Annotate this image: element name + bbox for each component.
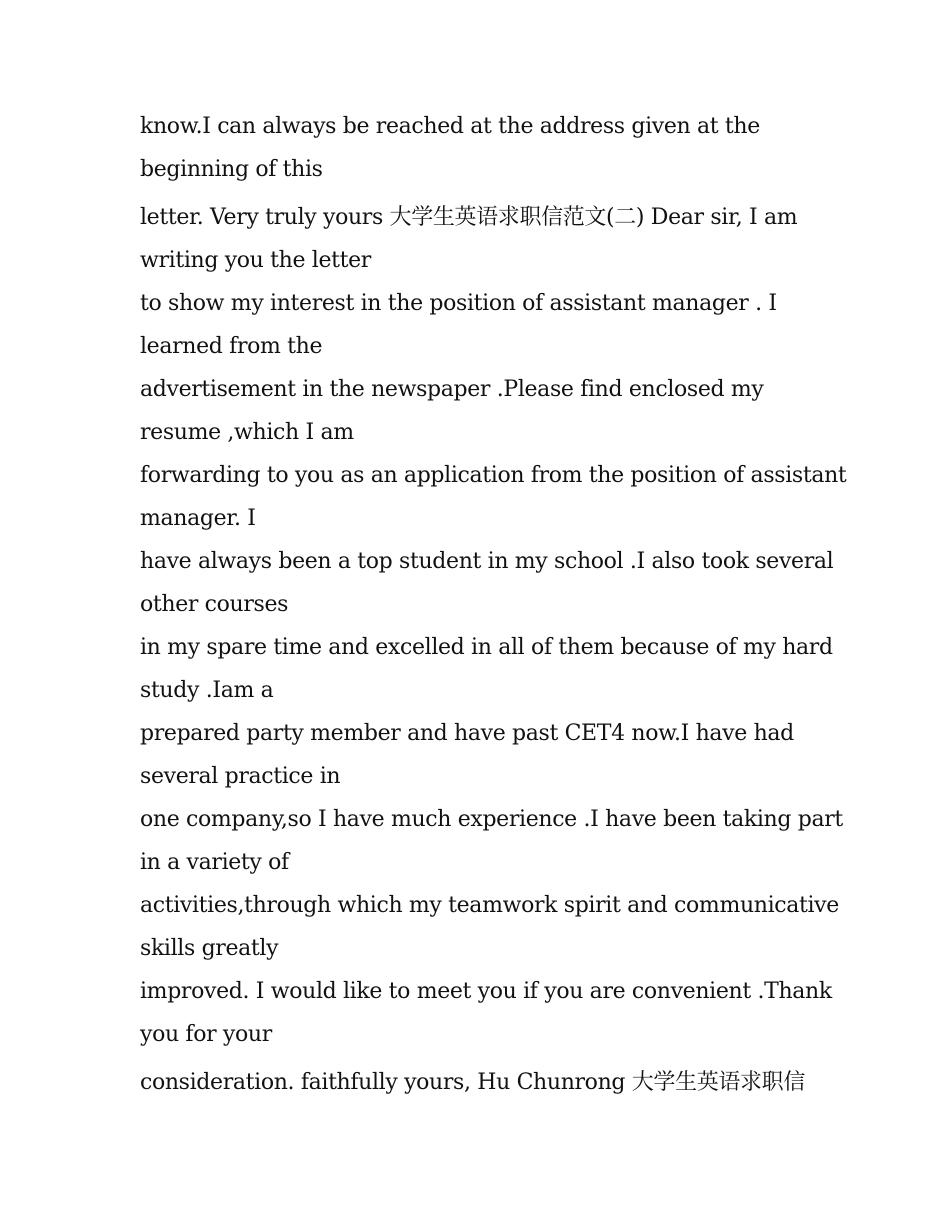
text-line: study .Iam a [140, 678, 274, 703]
text-line: skills greatly [140, 936, 279, 961]
text-line: several practice in [140, 764, 341, 789]
text-line: you for your [140, 1022, 272, 1047]
letter-body [140, 105, 847, 1104]
text-line: forwarding to you as an application from the position of assistant [140, 463, 847, 488]
text-line: learned from the [140, 334, 323, 359]
text-line: have always been a top student in my school .I also took several [140, 549, 834, 574]
text-line: beginning of this [140, 157, 323, 182]
text-line: to show my interest in the position of assistant manager . I [140, 291, 777, 316]
text-line: consideration. faithfully yours, Hu Chunrong 大学生英语求职信 [140, 1070, 805, 1095]
text-line: in my spare time and excelled in all of them because of my hard [140, 635, 833, 660]
text-line: one company,so I have much experience .I have been taking part [140, 807, 843, 832]
text-line: resume ,which I am [140, 420, 354, 445]
text-line: writing you the letter [140, 248, 371, 273]
text-line: letter. Very truly yours 大学生英语求职信范文(二) Dear sir, I am [140, 205, 798, 230]
text-line: in a variety of [140, 850, 289, 875]
text-line: activities,through which my teamwork spirit and communicative [140, 893, 839, 918]
text-line: prepared party member and have past CET4 now.I have had [140, 721, 794, 746]
text-line: manager. I [140, 506, 256, 531]
text-line: other courses [140, 592, 289, 617]
text-line: advertisement in the newspaper .Please find enclosed my [140, 377, 764, 402]
text-line: improved. I would like to meet you if you are convenient .Thank [140, 979, 832, 1004]
text-line: know.I can always be reached at the address given at the [140, 114, 760, 139]
